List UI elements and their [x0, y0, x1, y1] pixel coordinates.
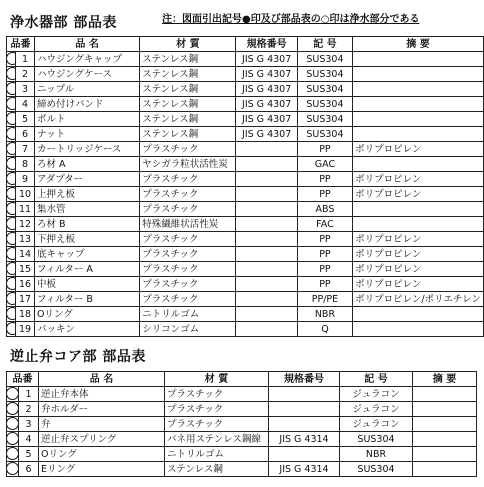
- col-header-name: 品 名: [34, 37, 139, 52]
- circle-mark-icon: [7, 277, 16, 290]
- circle-mark-icon: [7, 112, 16, 125]
- part-number-cell: 7: [16, 142, 35, 157]
- table-row: [7, 262, 484, 277]
- part-number-cell: 1: [19, 387, 39, 402]
- water-part-mark-cell: [7, 172, 16, 187]
- material-cell: プラスチック: [140, 247, 236, 262]
- symbol-cell: PP/PE: [297, 292, 352, 307]
- remarks-cell: [353, 112, 484, 127]
- material-cell: シリコンゴム: [140, 322, 236, 337]
- parts-table-check-valve: [6, 371, 477, 477]
- circle-mark-icon: [7, 82, 16, 95]
- standard-cell: JIS G 4307: [236, 67, 297, 82]
- col-header-symbol: 記 号: [340, 372, 413, 387]
- standard-cell: [236, 307, 297, 322]
- material-cell: ステンレス鋼: [140, 97, 236, 112]
- part-number-cell: 17: [16, 292, 35, 307]
- water-part-mark-cell: [7, 262, 16, 277]
- part-name-cell: ろ材 A: [34, 157, 139, 172]
- standard-cell: [269, 417, 340, 432]
- water-part-mark-cell: [7, 232, 16, 247]
- symbol-cell: PP: [297, 232, 352, 247]
- water-part-mark-cell: [7, 417, 19, 432]
- part-name-cell: ニップル: [34, 82, 139, 97]
- standard-cell: JIS G 4307: [236, 112, 297, 127]
- remarks-cell: [353, 157, 484, 172]
- water-part-mark-cell: [7, 187, 16, 202]
- material-cell: プラスチック: [140, 172, 236, 187]
- remarks-cell: [353, 52, 484, 67]
- water-part-mark-cell: [7, 202, 16, 217]
- remarks-cell: [353, 322, 484, 337]
- part-number-cell: 6: [19, 462, 39, 477]
- symbol-cell: PP: [297, 187, 352, 202]
- part-number-cell: 6: [16, 127, 35, 142]
- table-header-row: [7, 37, 484, 52]
- remarks-cell: [353, 202, 484, 217]
- part-number-cell: 1: [16, 52, 35, 67]
- part-number-cell: 11: [16, 202, 35, 217]
- standard-cell: [236, 277, 297, 292]
- table-row: [7, 432, 477, 447]
- material-cell: プラスチック: [165, 387, 269, 402]
- table-row: [7, 112, 484, 127]
- part-name-cell: 上押え板: [34, 187, 139, 202]
- material-cell: ステンレス鋼: [140, 112, 236, 127]
- symbol-cell: SUS304: [297, 97, 352, 112]
- water-part-mark-cell: [7, 247, 16, 262]
- part-number-cell: 18: [16, 307, 35, 322]
- remarks-cell: ポリプロピレン: [353, 142, 484, 157]
- circle-mark-icon: [7, 262, 16, 275]
- part-name-cell: ハウジングキャップ: [34, 52, 139, 67]
- remarks-cell: ポリプロピレン: [353, 262, 484, 277]
- table-row: [7, 307, 484, 322]
- circle-mark-icon: [7, 292, 16, 305]
- water-part-mark-cell: [7, 127, 16, 142]
- part-number-cell: 8: [16, 157, 35, 172]
- remarks-cell: ポリプロピレン: [353, 277, 484, 292]
- table-row: [7, 157, 484, 172]
- part-name-cell: ボルト: [34, 112, 139, 127]
- circle-mark-icon: [7, 307, 16, 320]
- part-number-cell: 15: [16, 262, 35, 277]
- part-name-cell: パッキン: [34, 322, 139, 337]
- material-cell: ステンレス鋼: [165, 462, 269, 477]
- table-row: [7, 217, 484, 232]
- part-number-cell: 3: [16, 82, 35, 97]
- water-part-mark-cell: [7, 82, 16, 97]
- water-part-mark-cell: [7, 97, 16, 112]
- circle-mark-icon: [7, 232, 16, 245]
- material-cell: プラスチック: [140, 142, 236, 157]
- table-row: [7, 172, 484, 187]
- water-part-mark-cell: [7, 67, 16, 82]
- part-number-cell: 19: [16, 322, 35, 337]
- remarks-cell: [353, 127, 484, 142]
- standard-cell: [236, 217, 297, 232]
- standard-cell: JIS G 4307: [236, 52, 297, 67]
- circle-mark-icon: [7, 462, 19, 475]
- table-row: [7, 232, 484, 247]
- remarks-cell: [353, 82, 484, 97]
- part-name-cell: 底キャップ: [34, 247, 139, 262]
- material-cell: ニトリルゴム: [165, 447, 269, 462]
- table-row: [7, 322, 484, 337]
- col-header-no: 品番: [7, 37, 35, 52]
- table-row: [7, 97, 484, 112]
- part-number-cell: 14: [16, 247, 35, 262]
- material-cell: プラスチック: [140, 262, 236, 277]
- symbol-cell: ジュラコン: [340, 387, 413, 402]
- circle-mark-icon: [7, 157, 16, 170]
- water-part-mark-cell: [7, 387, 19, 402]
- col-header-no: 品番: [7, 372, 39, 387]
- remarks-cell: [353, 97, 484, 112]
- part-name-cell: アダプター: [34, 172, 139, 187]
- material-cell: ステンレス鋼: [140, 52, 236, 67]
- water-part-mark-cell: [7, 447, 19, 462]
- remarks-cell: ポリプロピレン: [353, 187, 484, 202]
- standard-cell: [236, 232, 297, 247]
- part-name-cell: 締め付けバンド: [34, 97, 139, 112]
- material-cell: プラスチック: [140, 292, 236, 307]
- part-name-cell: 中板: [34, 277, 139, 292]
- remarks-cell: ポリプロピレン/ポリエチレン: [353, 292, 484, 307]
- standard-cell: [236, 247, 297, 262]
- table-row: [7, 202, 484, 217]
- remarks-cell: [413, 462, 477, 477]
- circle-mark-icon: [7, 127, 16, 140]
- standard-cell: [236, 322, 297, 337]
- symbol-cell: SUS304: [297, 82, 352, 97]
- part-name-cell: 弁: [39, 417, 165, 432]
- col-header-remarks: 摘 要: [413, 372, 477, 387]
- symbol-cell: SUS304: [340, 462, 413, 477]
- table-row: [7, 462, 477, 477]
- symbol-cell: ジュラコン: [340, 402, 413, 417]
- remarks-cell: [413, 402, 477, 417]
- part-name-cell: Oリング: [34, 307, 139, 322]
- col-header-symbol: 記 号: [297, 37, 352, 52]
- circle-mark-icon: [7, 402, 19, 415]
- part-name-cell: ハウジングケース: [34, 67, 139, 82]
- material-cell: プラスチック: [140, 277, 236, 292]
- part-name-cell: 逆止弁本体: [39, 387, 165, 402]
- part-name-cell: フィルター B: [34, 292, 139, 307]
- part-name-cell: 逆止弁スプリング: [39, 432, 165, 447]
- standard-cell: [269, 402, 340, 417]
- part-number-cell: 4: [16, 97, 35, 112]
- table2-title: 逆止弁コア部 部品表: [10, 349, 146, 365]
- table-row: [7, 142, 484, 157]
- symbol-cell: PP: [297, 277, 352, 292]
- remarks-cell: [413, 387, 477, 402]
- standard-cell: [269, 447, 340, 462]
- symbol-cell: ABS: [297, 202, 352, 217]
- material-cell: プラスチック: [140, 187, 236, 202]
- table1-body: [7, 52, 484, 337]
- circle-mark-icon: [7, 202, 16, 215]
- standard-cell: JIS G 4307: [236, 82, 297, 97]
- part-number-cell: 5: [16, 112, 35, 127]
- symbol-cell: SUS304: [297, 112, 352, 127]
- material-cell: ステンレス鋼: [140, 127, 236, 142]
- part-number-cell: 4: [19, 432, 39, 447]
- remarks-cell: [413, 432, 477, 447]
- circle-mark-icon: [7, 187, 16, 200]
- part-name-cell: 集水管: [34, 202, 139, 217]
- material-cell: プラスチック: [165, 417, 269, 432]
- part-name-cell: ナット: [34, 127, 139, 142]
- symbol-cell: SUS304: [297, 127, 352, 142]
- remarks-cell: [413, 417, 477, 432]
- circle-mark-icon: [7, 417, 19, 430]
- standard-cell: [236, 262, 297, 277]
- symbol-cell: SUS304: [340, 432, 413, 447]
- part-name-cell: 下押え板: [34, 232, 139, 247]
- water-part-mark-cell: [7, 142, 16, 157]
- symbol-cell: Q: [297, 322, 352, 337]
- standard-cell: [236, 292, 297, 307]
- symbol-cell: PP: [297, 142, 352, 157]
- water-part-mark-cell: [7, 432, 19, 447]
- symbol-cell: PP: [297, 172, 352, 187]
- symbol-cell: SUS304: [297, 67, 352, 82]
- part-name-cell: Eリング: [39, 462, 165, 477]
- material-cell: ステンレス鋼: [140, 67, 236, 82]
- circle-mark-icon: [7, 172, 16, 185]
- col-header-standard: 規格番号: [236, 37, 297, 52]
- remarks-cell: [353, 307, 484, 322]
- water-part-mark-cell: [7, 307, 16, 322]
- table-row: [7, 292, 484, 307]
- water-part-mark-cell: [7, 322, 16, 337]
- parts-table-water-filter: [6, 36, 484, 337]
- circle-mark-icon: [7, 432, 19, 445]
- standard-cell: JIS G 4307: [236, 127, 297, 142]
- table2-body: [7, 387, 477, 477]
- standard-cell: [236, 172, 297, 187]
- col-header-name: 品 名: [39, 372, 165, 387]
- standard-cell: [269, 387, 340, 402]
- table-row: [7, 52, 484, 67]
- remarks-cell: [413, 447, 477, 462]
- table-row: [7, 127, 484, 142]
- standard-cell: [236, 202, 297, 217]
- col-header-material: 材 質: [140, 37, 236, 52]
- part-name-cell: 弁ホルダー: [39, 402, 165, 417]
- circle-mark-icon: [7, 97, 16, 110]
- table-row: [7, 402, 477, 417]
- symbol-cell: FAC: [297, 217, 352, 232]
- circle-mark-icon: [7, 447, 19, 460]
- material-cell: バネ用ステンレス鋼線: [165, 432, 269, 447]
- circle-mark-icon: [7, 322, 16, 335]
- part-number-cell: 2: [19, 402, 39, 417]
- circle-mark-icon: [7, 52, 16, 65]
- part-number-cell: 16: [16, 277, 35, 292]
- material-cell: プラスチック: [140, 232, 236, 247]
- col-header-remarks: 摘 要: [353, 37, 484, 52]
- material-cell: ヤシガラ粒状活性炭: [140, 157, 236, 172]
- standard-cell: JIS G 4307: [236, 97, 297, 112]
- table-row: [7, 387, 477, 402]
- remarks-cell: ポリプロピレン: [353, 172, 484, 187]
- symbol-cell: PP: [297, 262, 352, 277]
- circle-mark-icon: [7, 142, 16, 155]
- part-name-cell: ろ材 B: [34, 217, 139, 232]
- water-part-mark-cell: [7, 292, 16, 307]
- part-name-cell: Oリング: [39, 447, 165, 462]
- water-part-mark-cell: [7, 217, 16, 232]
- table-row: [7, 67, 484, 82]
- table-header-row: [7, 372, 477, 387]
- symbol-cell: PP: [297, 247, 352, 262]
- table-row: [7, 187, 484, 202]
- standard-cell: JIS G 4314: [269, 432, 340, 447]
- circle-mark-icon: [7, 387, 19, 400]
- symbol-cell: ジュラコン: [340, 417, 413, 432]
- material-cell: 特殊繊維状活性炭: [140, 217, 236, 232]
- part-number-cell: 9: [16, 172, 35, 187]
- table-row: [7, 247, 484, 262]
- material-cell: プラスチック: [165, 402, 269, 417]
- symbol-cell: NBR: [297, 307, 352, 322]
- remarks-cell: [353, 217, 484, 232]
- part-number-cell: 12: [16, 217, 35, 232]
- water-part-mark-cell: [7, 277, 16, 292]
- remarks-cell: ポリプロピレン: [353, 232, 484, 247]
- part-number-cell: 10: [16, 187, 35, 202]
- water-part-mark-cell: [7, 462, 19, 477]
- standard-cell: [236, 187, 297, 202]
- part-name-cell: カートリッジケース: [34, 142, 139, 157]
- symbol-cell: GAC: [297, 157, 352, 172]
- table-row: [7, 277, 484, 292]
- circle-mark-icon: [7, 247, 16, 260]
- water-part-mark-cell: [7, 52, 16, 67]
- material-cell: プラスチック: [140, 202, 236, 217]
- table-row: [7, 82, 484, 97]
- material-cell: ステンレス鋼: [140, 82, 236, 97]
- table-row: [7, 417, 477, 432]
- remarks-cell: [353, 67, 484, 82]
- part-number-cell: 5: [19, 447, 39, 462]
- table1-note: 注：図面引出記号●印及び部品表の○印は浄水部分である: [162, 14, 420, 25]
- circle-mark-icon: [7, 67, 16, 80]
- col-header-standard: 規格番号: [269, 372, 340, 387]
- standard-cell: [236, 157, 297, 172]
- water-part-mark-cell: [7, 157, 16, 172]
- standard-cell: [236, 142, 297, 157]
- part-number-cell: 2: [16, 67, 35, 82]
- material-cell: ニトリルゴム: [140, 307, 236, 322]
- symbol-cell: NBR: [340, 447, 413, 462]
- part-number-cell: 3: [19, 417, 39, 432]
- symbol-cell: SUS304: [297, 52, 352, 67]
- part-name-cell: フィルター A: [34, 262, 139, 277]
- standard-cell: JIS G 4314: [269, 462, 340, 477]
- col-header-material: 材 質: [165, 372, 269, 387]
- part-number-cell: 13: [16, 232, 35, 247]
- table-row: [7, 447, 477, 462]
- circle-mark-icon: [7, 217, 16, 230]
- water-part-mark-cell: [7, 112, 16, 127]
- remarks-cell: ポリプロピレン: [353, 247, 484, 262]
- table1-title: 浄水器部 部品表: [10, 15, 117, 31]
- water-part-mark-cell: [7, 402, 19, 417]
